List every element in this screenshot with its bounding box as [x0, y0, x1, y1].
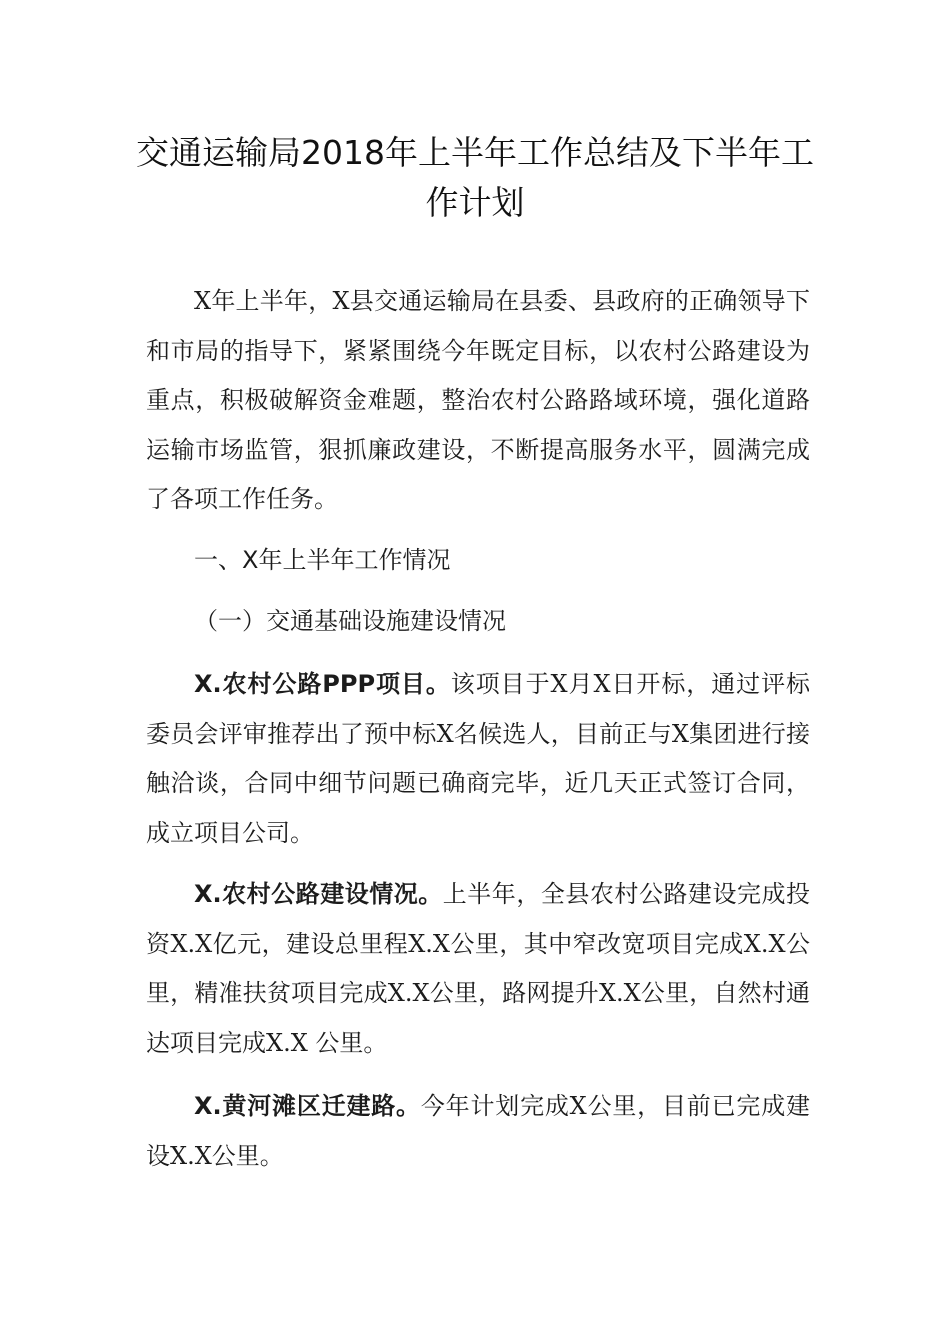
item-paragraph-relocation-road	[146, 1082, 810, 1181]
section-heading: 一、X年上半年工作情况	[194, 546, 451, 574]
item-paragraph-rural-roads	[146, 870, 810, 1068]
document-title: 交通运输局2018年上半年工作总结及下半年工作计划	[136, 133, 814, 222]
item-text: 今年计划完成X公里，目前已完成建设X.X公里。	[146, 1092, 810, 1170]
item-paragraph-ppp	[146, 660, 810, 858]
intro-paragraph: X年上半年，X县交通运输局在县委、县政府的正确领导下和市局的指导下，紧紧围绕今年既定目标，以农村公路建设为重点，积极破解资金难题，整治农村公路路域环境，强化道路运输市场监管，狠抓廉政建设，不断提高服务水平，圆满完成了各项工作任务。	[146, 287, 810, 513]
subsection-heading: （一）交通基础设施建设情况	[194, 607, 506, 635]
item-text: 该项目于X月X日开标，通过评标委员会评审推荐出了预中标X名候选人，目前正与X集团进行接触洽谈，合同中细节问题已确商完毕，近几天正式签订合同，成立项目公司。	[146, 670, 811, 847]
item-lead: X.农村公路PPP项目。	[194, 670, 451, 698]
item-lead: X.黄河滩区迁建路。	[194, 1092, 421, 1120]
item-lead: X.农村公路建设情况。	[194, 880, 443, 908]
item-text: 上半年，全县农村公路建设完成投资X.X亿元，建设总里程X.X公里，其中窄改宽项目完成X.X公里，精准扶贫项目完成X.X公里，路网提升X.X公里，自然村通达项目完成X.X 公里。	[146, 880, 810, 1057]
